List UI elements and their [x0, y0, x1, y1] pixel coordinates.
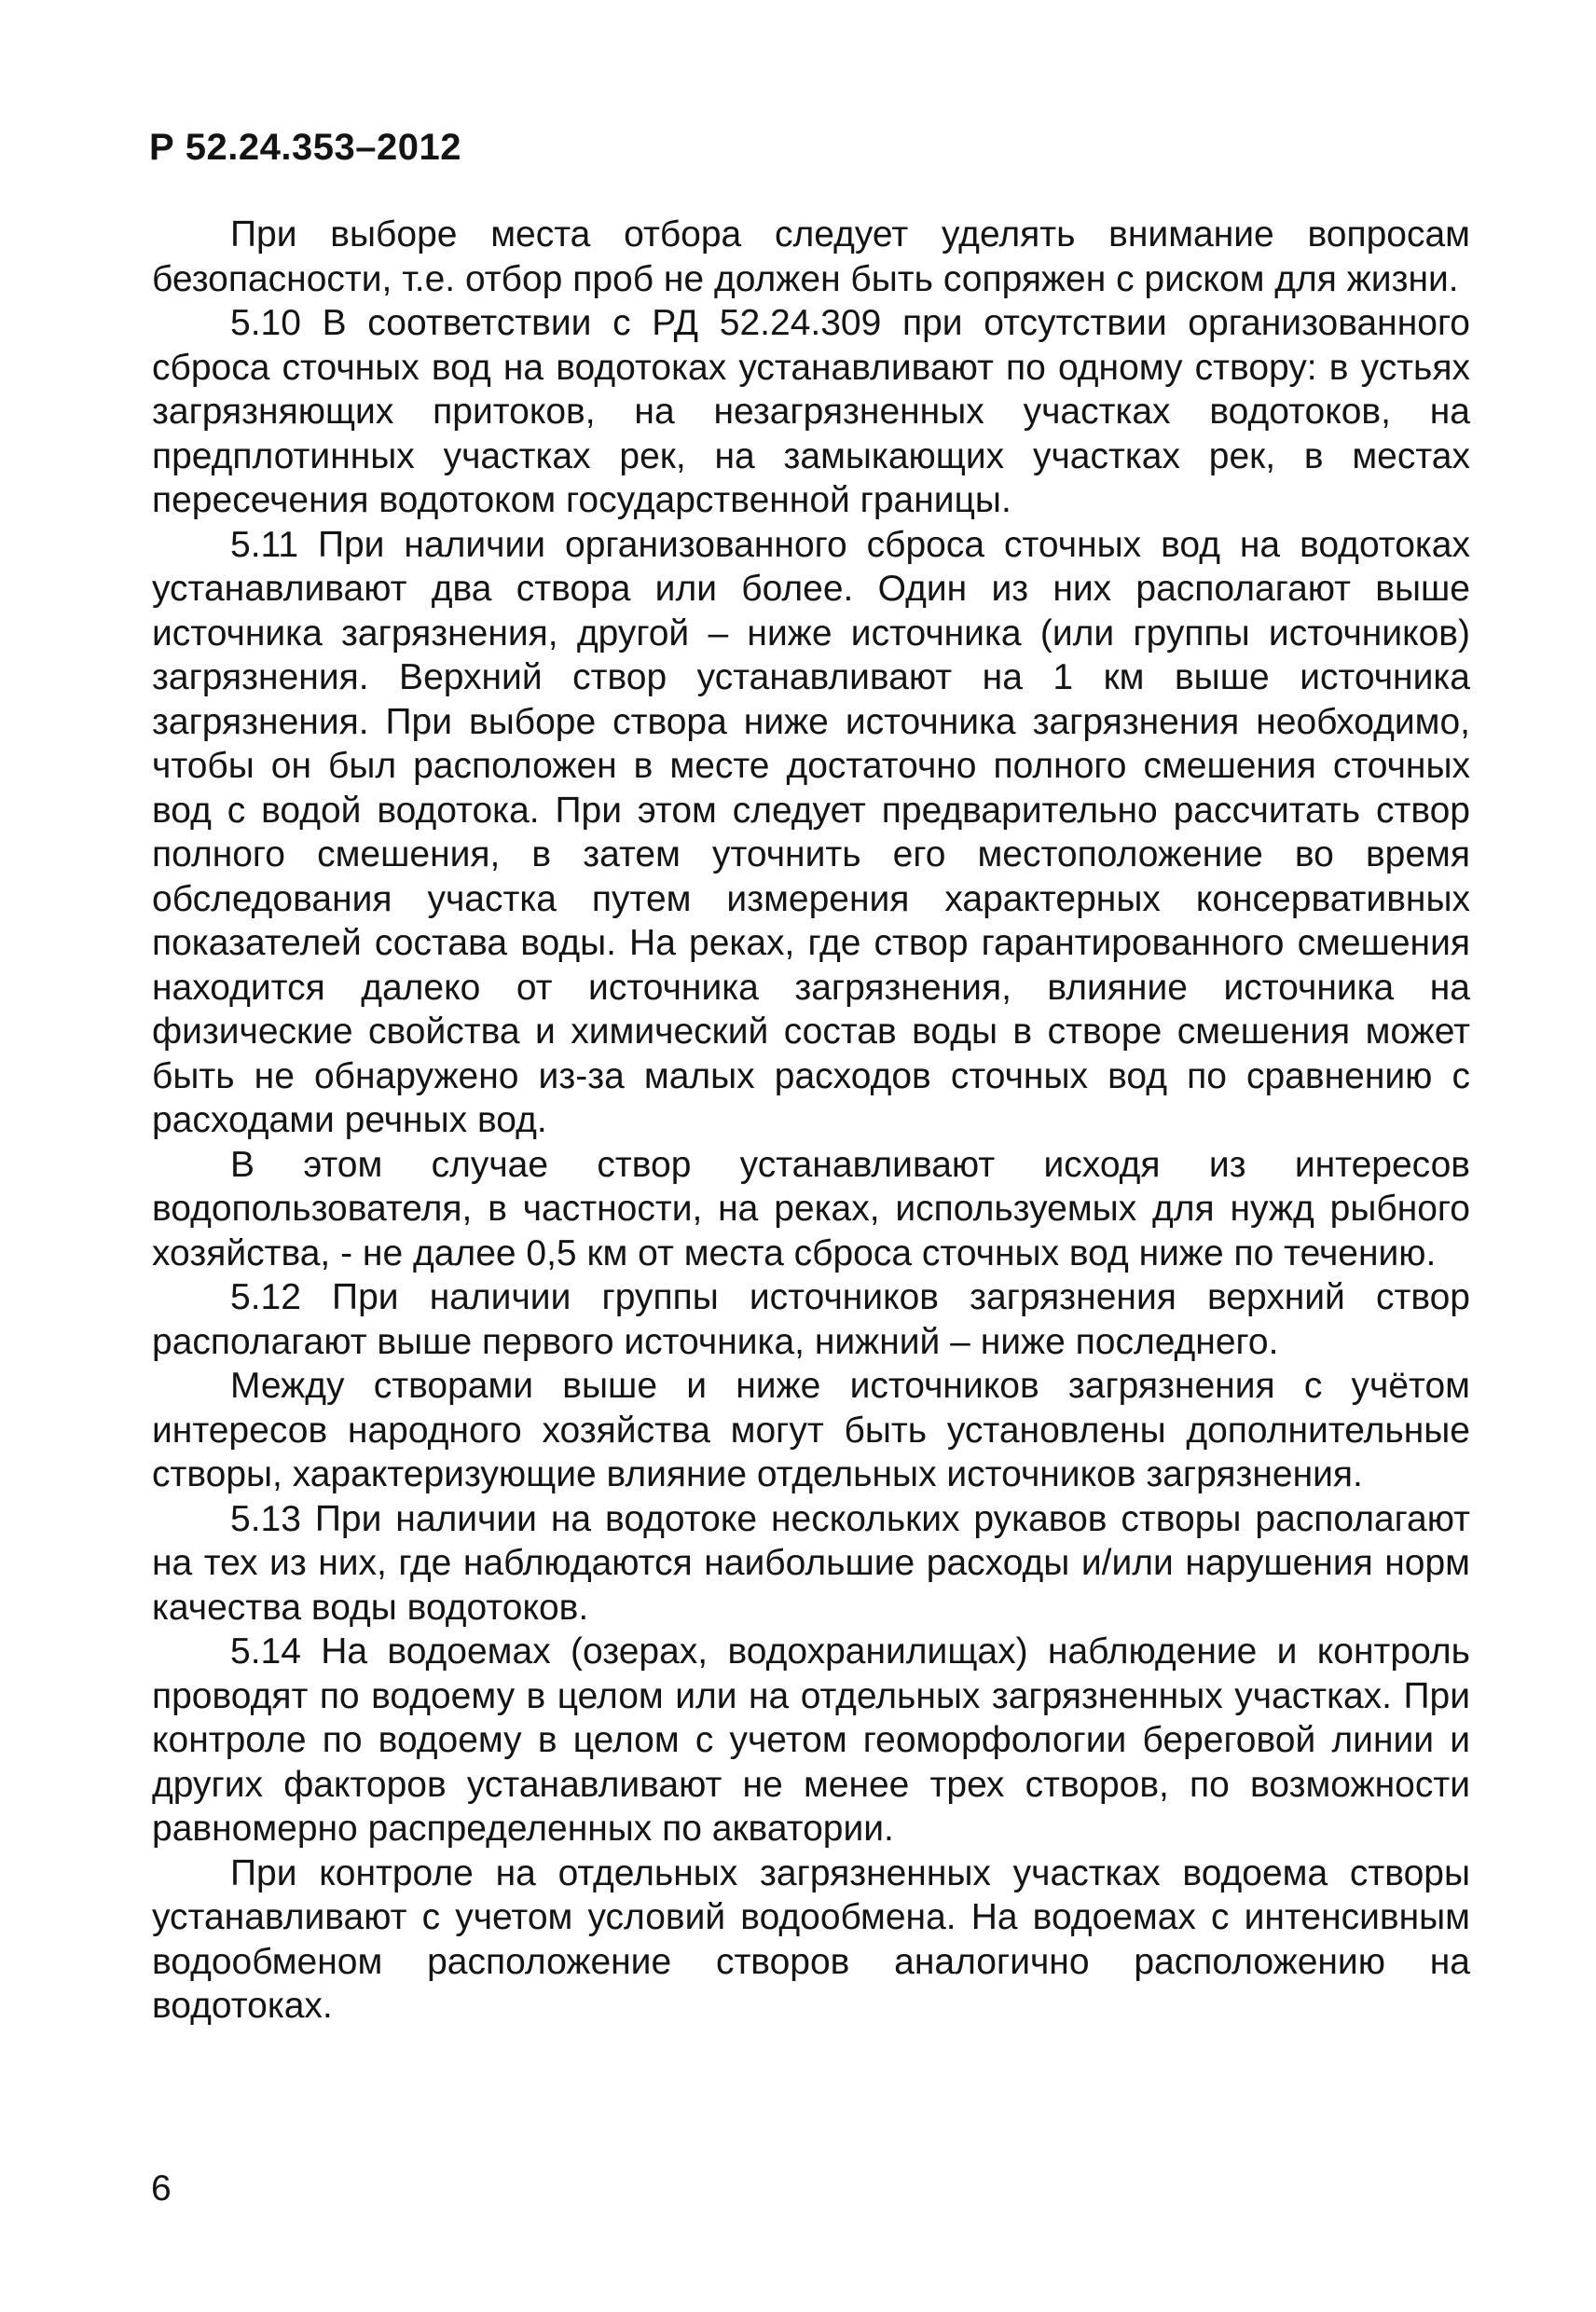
paragraph-safety: При выборе места отбора следует уделять внимание вопросам безопасности, т.е. отбор проб не должен быть сопряжен с риском для жизни. — [152, 214, 1470, 299]
paragraph-5-12: 5.12 При наличии группы источников загрязнения верхний створ располагают выше первого источника, нижний – ниже последнего. — [152, 1277, 1470, 1362]
page-number: 6 — [151, 2168, 172, 2209]
paragraph-5-11: 5.11 При наличии организованного сброса сточных вод на водотоках устанавливают два створа или более. Один из них располагают выше источника загрязнения, другой – ниже источника (или группы источников) загрязнения. Верхний створ устанавливают на 1 км выше источника загрязнения. При выборе створа ниже источника загрязнения необходимо, чтобы он был расположен в месте достаточно полного смешения сточных вод с водой водотока. При этом следует предварительно рассчитать створ полного смешения, в затем уточнить его местоположение во время обследования участка путем измерения характерных консервативных показателей состава воды. На реках, где створ гарантированного смешения находится далеко от источника загрязнения, влияние источника на физические свойства и химический состав воды в створе смешения может быть не обнаружено из-за малых расходов сточных вод по сравнению с расходами речных вод. — [152, 524, 1470, 1140]
paragraph-5-11-continued: В этом случае створ устанавливают исходя из интересов водопользователя, в частности, на реках, используемых для нужд рыбного хозяйства, - не далее 0,5 км от места сброса сточных вод ниже по течению. — [152, 1144, 1470, 1273]
body-text — [152, 213, 1470, 2029]
paragraph-5-14-continued: При контроле на отдельных загрязненных участках водоема створы устанавливают с учетом условий водообмена. На водоемах с интенсивным водообменом расположение створов аналогично расположению на водотоках. — [152, 1852, 1470, 2026]
paragraph-5-14: 5.14 На водоемах (озерах, водохранилищах) наблюдение и контроль проводят по водоему в целом или на отдельных загрязненных участках. При контроле по водоему в целом с учетом геоморфологии береговой линии и других факторов устанавливают не менее трех створов, по возможности равномерно распределенных по акватории. — [152, 1631, 1470, 1849]
document-code: Р 52.24.353–2012 — [149, 127, 461, 168]
paragraph-5-12-continued: Между створами выше и ниже источников загрязнения с учётом интересов народного хозяйства могут быть установлены дополнительные створы, характеризующие влияние отдельных источников загрязнения. — [152, 1366, 1470, 1494]
paragraph-5-13: 5.13 При наличии на водотоке нескольких рукавов створы располагают на тех из них, где наблюдаются наибольшие расходы и/или нарушения норм качества воды водотоков. — [152, 1498, 1470, 1628]
paragraph-5-10: 5.10 В соответствии с РД 52.24.309 при отсутствии организованного сброса сточных вод на водотоках устанавливают по одному створу: в устьях загрязняющих притоков, на незагрязненных участках водотоков, на предплотинных участках рек, на замыкающих участках рек, в местах пересечения водотоком государственной границы. — [152, 303, 1470, 520]
